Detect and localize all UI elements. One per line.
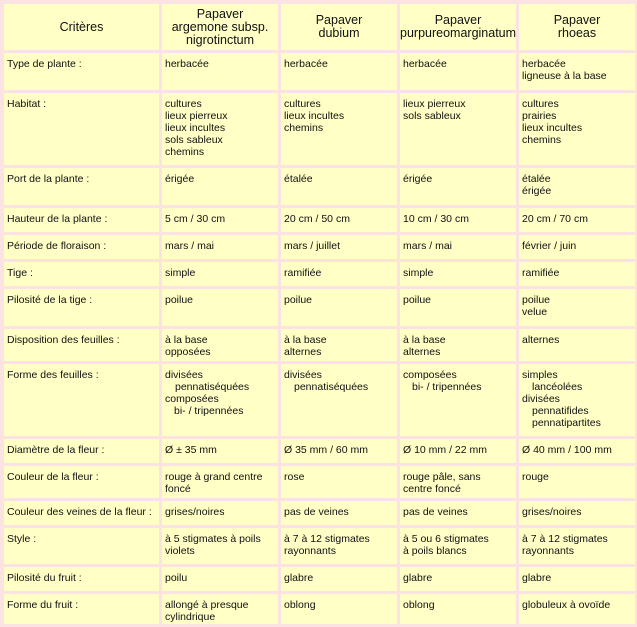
- cell-line: cultures: [284, 98, 321, 110]
- table-cell: [281, 262, 397, 286]
- table-cell: [519, 289, 635, 326]
- cell-line: chemins: [522, 134, 562, 146]
- cell-line: ramifiée: [284, 267, 322, 279]
- species-header-1: [162, 4, 278, 50]
- table-cell: [281, 168, 397, 205]
- cell-line: alternes: [403, 346, 441, 358]
- table-cell: [400, 594, 516, 624]
- table-cell: [519, 235, 635, 259]
- table-cell: [400, 289, 516, 326]
- cell-line: grises/noires: [522, 506, 582, 518]
- table-cell: [162, 594, 278, 624]
- table-cell: [400, 235, 516, 259]
- table-cell: [400, 262, 516, 286]
- species-header-3: [400, 4, 516, 50]
- cell-line: mars / juillet: [284, 240, 341, 252]
- table-row: [4, 567, 635, 591]
- table-cell: [519, 567, 635, 591]
- cell-line: oblong: [403, 599, 435, 611]
- cell-line: lieux incultes: [165, 122, 226, 134]
- cell-line: 20 cm / 50 cm: [284, 213, 350, 225]
- table-row: [4, 528, 635, 564]
- cell-line: opposées: [165, 346, 211, 358]
- table-cell: [281, 501, 397, 525]
- cell-line: herbacée: [284, 58, 328, 70]
- cell-line: à 5 stigmates à poils: [165, 533, 261, 545]
- table-cell: [162, 208, 278, 232]
- table-row: [4, 168, 635, 205]
- cell-line: pennatiséquées: [175, 381, 250, 393]
- table-cell: [519, 439, 635, 463]
- cell-line: érigée: [403, 173, 433, 185]
- table-cell: [400, 466, 516, 498]
- cell-line: divisées: [522, 393, 560, 405]
- criterion-label: Habitat :: [4, 93, 159, 165]
- criterion-label: Tige :: [4, 262, 159, 286]
- cell-line: foncé: [165, 483, 191, 495]
- table-cell: [519, 93, 635, 165]
- cell-line: 10 cm / 30 cm: [403, 213, 469, 225]
- criteria-header-label: Critères: [59, 19, 104, 34]
- cell-line: février / juin: [522, 240, 577, 252]
- table-cell: [519, 501, 635, 525]
- species-name-line: nigrotinctum: [185, 32, 255, 47]
- cell-line: cultures: [522, 98, 559, 110]
- table-cell: [519, 329, 635, 361]
- cell-line: composées: [165, 393, 219, 405]
- cell-line: Ø ± 35 mm: [165, 444, 217, 456]
- species-header-4: [519, 4, 635, 50]
- table-cell: [281, 235, 397, 259]
- cell-line: prairies: [522, 110, 557, 122]
- cell-line: oblong: [284, 599, 316, 611]
- cell-line: cylindrique: [165, 611, 216, 623]
- cell-line: allongé à presque: [165, 599, 249, 611]
- table-cell: [400, 528, 516, 564]
- cell-line: poilu: [165, 572, 188, 584]
- species-name-line: argemone subsp.: [171, 19, 269, 34]
- table-cell: [519, 262, 635, 286]
- table-cell: [519, 528, 635, 564]
- species-name-line: purpureomarginatum: [400, 26, 517, 40]
- table-cell: [162, 329, 278, 361]
- cell-line: glabre: [403, 572, 433, 584]
- cell-line: ligneuse à la base: [522, 70, 607, 82]
- cell-line: 5 cm / 30 cm: [165, 213, 226, 225]
- cell-line: cultures: [165, 98, 202, 110]
- cell-line: velue: [522, 306, 548, 318]
- header-row: [4, 4, 635, 50]
- cell-line: à la base: [165, 334, 208, 346]
- cell-line: à poils blancs: [403, 545, 467, 557]
- table-cell: [281, 329, 397, 361]
- species-name-line: Papaver: [196, 6, 244, 21]
- cell-line: rayonnants: [522, 545, 574, 557]
- cell-line: grises/noires: [165, 506, 225, 518]
- table-row: [4, 466, 635, 498]
- cell-line: poilue: [522, 294, 551, 306]
- cell-line: rouge: [522, 471, 549, 483]
- table-row: [4, 439, 635, 463]
- criterion-label: Style :: [4, 528, 159, 564]
- table-cell: [281, 567, 397, 591]
- table-cell: [400, 439, 516, 463]
- table-row: [4, 329, 635, 361]
- cell-line: Ø 35 mm / 60 mm: [284, 444, 369, 456]
- table-row: [4, 53, 635, 90]
- table-row: [4, 208, 635, 232]
- table-cell: [519, 53, 635, 90]
- table-cell: [281, 53, 397, 90]
- table-cell: [519, 208, 635, 232]
- table-cell: [400, 501, 516, 525]
- criterion-label: Pilosité de la tige :: [4, 289, 159, 326]
- criterion-label: Couleur des veines de la fleur :: [4, 501, 159, 525]
- table-cell: [519, 594, 635, 624]
- table-cell: [162, 364, 278, 436]
- cell-line: Ø 40 mm / 100 mm: [522, 444, 612, 456]
- cell-line: poilue: [284, 294, 313, 306]
- table-cell: [519, 466, 635, 498]
- table-cell: [162, 466, 278, 498]
- table-cell: [519, 364, 635, 436]
- cell-line: pas de veines: [284, 506, 349, 518]
- table-cell: [281, 208, 397, 232]
- cell-line: à la base: [284, 334, 327, 346]
- cell-line: lancéolées: [532, 381, 583, 393]
- table-cell: [519, 168, 635, 205]
- table-cell: [281, 594, 397, 624]
- cell-line: chemins: [284, 122, 324, 134]
- cell-line: lieux pierreux: [403, 98, 466, 110]
- cell-line: pas de veines: [403, 506, 468, 518]
- table-cell: [162, 168, 278, 205]
- cell-line: herbacée: [522, 58, 566, 70]
- cell-line: à 5 ou 6 stigmates: [403, 533, 489, 545]
- cell-line: glabre: [522, 572, 552, 584]
- species-name-line: Papaver: [553, 13, 601, 27]
- cell-line: à 7 à 12 stigmates: [284, 533, 370, 545]
- cell-line: lieux pierreux: [165, 110, 228, 122]
- table-cell: [162, 262, 278, 286]
- comparison-table: [1, 1, 637, 627]
- cell-line: mars / mai: [403, 240, 453, 252]
- cell-line: érigée: [165, 173, 195, 185]
- table-row: [4, 364, 635, 436]
- cell-line: sols sableux: [165, 134, 223, 146]
- criterion-label: Période de floraison :: [4, 235, 159, 259]
- table-cell: [281, 93, 397, 165]
- table-cell: [400, 93, 516, 165]
- cell-line: à la base: [403, 334, 446, 346]
- table-cell: [162, 53, 278, 90]
- cell-line: sols sableux: [403, 110, 461, 122]
- cell-line: pennatipartites: [532, 417, 601, 429]
- cell-line: 20 cm / 70 cm: [522, 213, 588, 225]
- table-cell: [400, 567, 516, 591]
- table-cell: [400, 53, 516, 90]
- cell-line: étalée: [284, 173, 313, 185]
- table-cell: [281, 528, 397, 564]
- table-cell: [162, 235, 278, 259]
- species-name-line: Papaver: [434, 13, 482, 27]
- cell-line: globuleux à ovoïde: [522, 599, 611, 611]
- criterion-label: Diamètre de la fleur :: [4, 439, 159, 463]
- cell-line: composées: [403, 369, 457, 381]
- table-cell: [400, 364, 516, 436]
- table-cell: [162, 501, 278, 525]
- cell-line: étalée: [522, 173, 551, 185]
- criteria-header: [4, 4, 159, 50]
- cell-line: chemins: [165, 146, 205, 158]
- cell-line: ramifiée: [522, 267, 560, 279]
- table-cell: [281, 289, 397, 326]
- table-cell: [162, 93, 278, 165]
- cell-line: rouge à grand centre: [165, 471, 263, 483]
- criterion-label: Forme des feuilles :: [4, 364, 159, 436]
- table-cell: [281, 439, 397, 463]
- criterion-label: Port de la plante :: [4, 168, 159, 205]
- cell-line: herbacée: [165, 58, 209, 70]
- cell-line: pennatifides: [532, 405, 589, 417]
- species-name-line: Papaver: [315, 13, 363, 27]
- cell-line: alternes: [284, 346, 322, 358]
- cell-line: pennatiséquées: [294, 381, 369, 393]
- cell-line: simple: [165, 267, 196, 279]
- cell-line: érigée: [522, 185, 552, 197]
- cell-line: divisées: [284, 369, 322, 381]
- cell-line: glabre: [284, 572, 314, 584]
- cell-line: à 7 à 12 stigmates: [522, 533, 608, 545]
- species-header-2: [281, 4, 397, 50]
- table-row: [4, 93, 635, 165]
- table-cell: [162, 439, 278, 463]
- table-cell: [400, 329, 516, 361]
- cell-line: violets: [165, 545, 195, 557]
- cell-line: poilue: [165, 294, 194, 306]
- species-name-line: dubium: [318, 26, 360, 40]
- criterion-label: Disposition des feuilles :: [4, 329, 159, 361]
- table-row: [4, 235, 635, 259]
- table-cell: [400, 208, 516, 232]
- criterion-label: Pilosité du fruit :: [4, 567, 159, 591]
- table-cell: [400, 168, 516, 205]
- criterion-label: Forme du fruit :: [4, 594, 159, 624]
- cell-line: rayonnants: [284, 545, 336, 557]
- criterion-label: Hauteur de la plante :: [4, 208, 159, 232]
- table-row: [4, 594, 635, 624]
- species-name-line: rhoeas: [557, 26, 597, 40]
- table-cell: [162, 567, 278, 591]
- table-row: [4, 289, 635, 326]
- table-row: [4, 262, 635, 286]
- cell-line: lieux incultes: [284, 110, 345, 122]
- table-cell: [281, 466, 397, 498]
- cell-line: divisées: [165, 369, 203, 381]
- cell-line: centre foncé: [403, 483, 461, 495]
- cell-line: herbacée: [403, 58, 447, 70]
- cell-line: mars / mai: [165, 240, 215, 252]
- cell-line: simple: [403, 267, 434, 279]
- cell-line: rose: [284, 471, 305, 483]
- criterion-label: Couleur de la fleur :: [4, 466, 159, 498]
- cell-line: Ø 10 mm / 22 mm: [403, 444, 488, 456]
- table-row: [4, 501, 635, 525]
- cell-line: lieux incultes: [522, 122, 583, 134]
- table-cell: [162, 289, 278, 326]
- cell-line: rouge pâle, sans: [403, 471, 481, 483]
- table-cell: [281, 364, 397, 436]
- cell-line: bi- / tripennées: [174, 405, 244, 417]
- criterion-label: Type de plante :: [4, 53, 159, 90]
- cell-line: alternes: [522, 334, 560, 346]
- cell-line: bi- / tripennées: [412, 381, 482, 393]
- cell-line: simples: [522, 369, 558, 381]
- table-cell: [162, 528, 278, 564]
- table-body: [4, 53, 635, 624]
- cell-line: poilue: [403, 294, 432, 306]
